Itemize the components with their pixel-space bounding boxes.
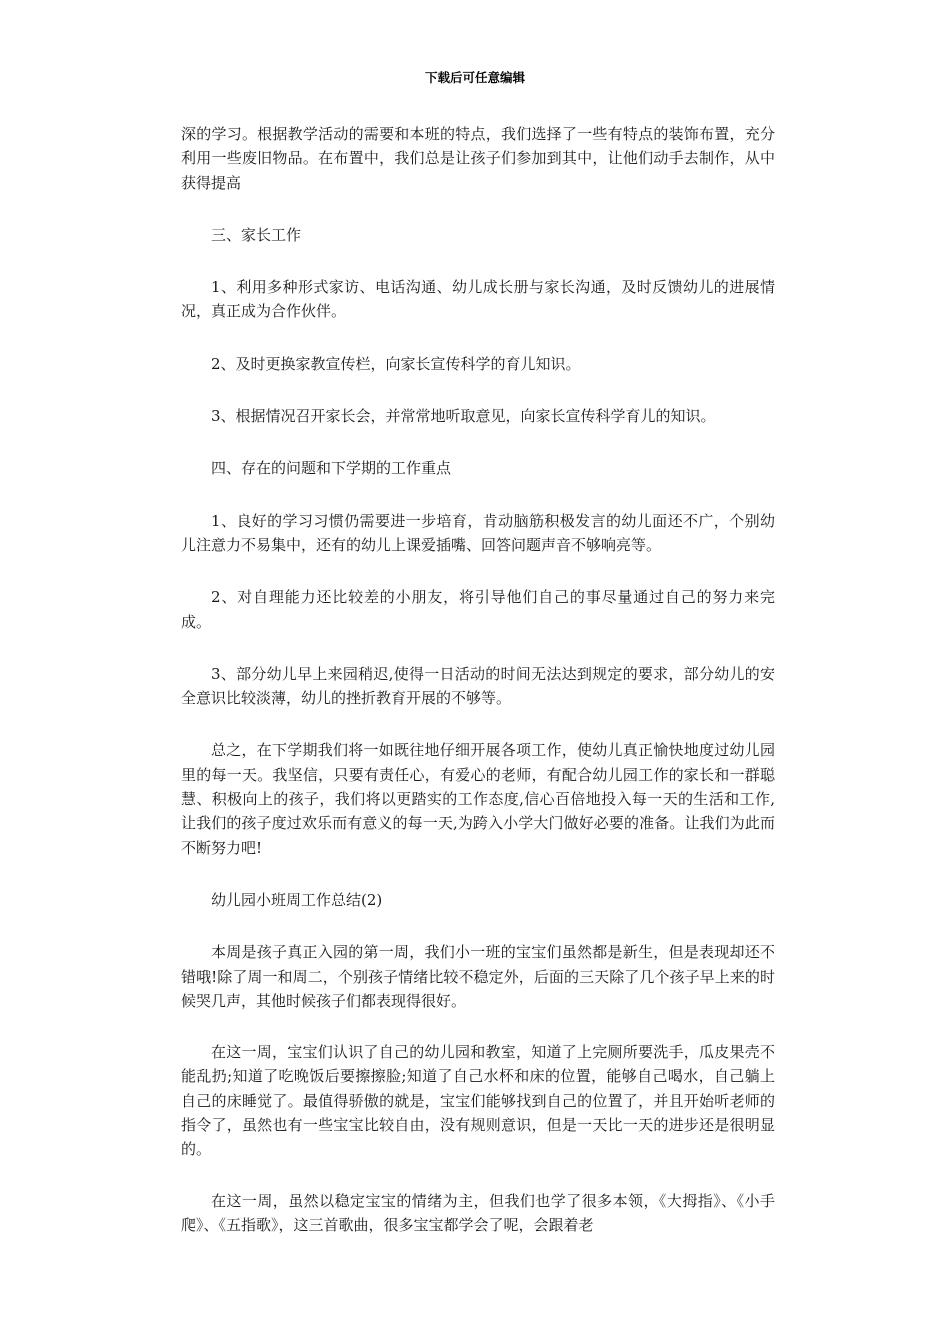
document-body bbox=[181, 122, 775, 1237]
section-heading-problems: 四、存在的问题和下学期的工作重点 bbox=[211, 459, 452, 478]
paragraph: 在这一周，虽然以稳定宝宝的情绪为主，但我们也学了很多本领，《大拇指》、《小手爬》、《五指歌》，这三首歌曲，很多宝宝都学会了呢，会跟着老 bbox=[181, 1191, 775, 1234]
paragraph: 在这一周，宝宝们认识了自己的幼儿园和教室，知道了上完厕所要洗手，瓜皮果壳不能乱扔;知道了吃晚饭后要擦擦脸;知道了自己水杯和床的位置，能够自己喝水，自己躺上自己的床睡觉了。最值得骄傲的就是，宝宝们能够找到自己的位置了，并且开始听老师的指令了，虽然也有一些宝宝比较自由，没有规则意识，但是一天比一天的进步还是很明显的。 bbox=[181, 1043, 775, 1159]
paragraph-summary: 总之，在下学期我们将一如既往地仔细开展各项工作，使幼儿真正愉快地度过幼儿园里的每一天。我坚信，只要有责任心，有爱心的老师，有配合幼儿园工作的家长和一群聪慧、积极向上的孩子，我们将以更踏实的工作态度,信心百倍地投入每一天的生活和工作,让我们的孩子度过欢乐而有意义的每一天,为跨入小学大门做好必要的准备。让我们为此而不断努力吧! bbox=[181, 741, 775, 857]
paragraph: 2、及时更换家教宣传栏，向家长宣传科学的育儿知识。 bbox=[211, 354, 581, 373]
paragraph: 本周是孩子真正入园的第一周，我们小一班的宝宝们虽然都是新生，但是表现却还不错哦!除了周一和周二，个别孩子情绪比较不稳定外，后面的三天除了几个孩子早上来的时候哭几声，其他时候孩子们都表现得很好。 bbox=[181, 943, 775, 1010]
paragraph: 2、对自理能力还比较差的小朋友，将引导他们自己的事尽量通过自己的努力来完成。 bbox=[181, 588, 775, 631]
section-heading-parent-work: 三、家长工作 bbox=[211, 225, 302, 244]
page-header: 下载后可任意编辑 bbox=[424, 70, 525, 85]
paragraph: 1、利用多种形式家访、电话沟通、幼儿成长册与家长沟通，及时反馈幼儿的进展情况，真正成为合作伙伴。 bbox=[181, 278, 775, 321]
paragraph-continued: 深的学习。根据教学活动的需要和本班的特点，我们选择了一些有特点的装饰布置，充分利用一些废旧物品。在布置中，我们总是让孩子们参加到其中，让他们动手去制作，从中获得提高 bbox=[181, 125, 775, 192]
document-subtitle: 幼儿园小班周工作总结(2) bbox=[211, 890, 383, 909]
paragraph: 3、部分幼儿早上来园稍迟,使得一日活动的时间无法达到规定的要求，部分幼儿的安全意识比较淡薄，幼儿的挫折教育开展的不够等。 bbox=[181, 664, 775, 708]
paragraph: 3、根据情况召开家长会，并常常地听取意见，向家长宣传科学育儿的知识。 bbox=[211, 407, 716, 426]
paragraph: 1、良好的学习习惯仍需要进一步培育，肯动脑筋积极发言的幼儿面还不广，个别幼儿注意力不易集中，还有的幼儿上课爱插嘴、回答问题声音不够响亮等。 bbox=[181, 511, 775, 554]
